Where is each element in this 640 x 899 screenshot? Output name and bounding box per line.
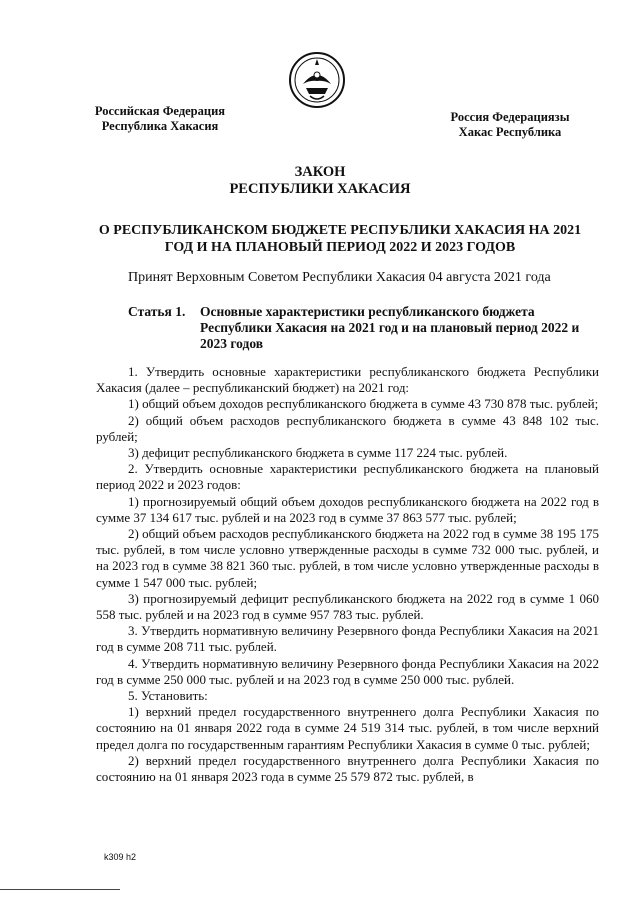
paragraph: 2) верхний предел государственного внутреннего долга Республики Хакасия по состоянию на 01 января 2023 года в сумме 25 579 872 тыс. рублей, в <box>96 752 599 785</box>
article-title: Основные характеристики республиканского бюджета Республики Хакасия на 2021 год и на плановый период 2022 и 2023 годов <box>200 304 580 351</box>
paragraph: 1) верхний предел государственного внутреннего долга Республики Хакасия по состоянию на 01 января 2022 года в сумме 24 519 314 тыс. рублей, в том числе верхний предел долга по государственным гарантиям Республики Хакасия в сумме 0 тыс. рублей; <box>96 704 599 752</box>
paragraph: 5. Установить: <box>128 688 208 704</box>
article-body <box>96 364 599 785</box>
paragraph: 2) общий объем расходов республиканского бюджета на 2022 год в сумме 38 195 175 тыс. рублей, в том числе условно утвержденные расходы в сумме 732 000 тыс. рублей, и на 2023 год в сумме 38 821 360 тыс. рублей, в том числе условно утвержденные расходы в сумме 1 547 000 тыс. рублей; <box>96 526 599 590</box>
header-left-line2: Республика Хакасия <box>101 119 219 133</box>
paragraph: 3) прогнозируемый дефицит республиканского бюджета на 2022 год в сумме 1 060 558 тыс. рублей и на 2023 год в сумме 957 783 тыс. рублей. <box>96 590 599 623</box>
paragraph: 4. Утвердить нормативную величину Резервного фонда Республики Хакасия на 2022 год в сумме 250 000 тыс. рублей и на 2023 год в сумме 250 000 тыс. рублей. <box>96 655 599 687</box>
paragraph: 2. Утвердить основные характеристики республиканского бюджета на плановый период 2022 и 2023 годов: <box>96 461 599 493</box>
paragraph: 2) общий объем расходов республиканского бюджета в сумме 43 848 102 тыс. рублей; <box>96 412 599 444</box>
document-code: k309 h2 <box>104 852 137 862</box>
header-left <box>82 104 238 134</box>
article-number: Статья 1. <box>128 304 186 319</box>
header-right-line1: Россия Федерациязы <box>450 110 570 124</box>
paragraph: 1) прогнозируемый общий объем доходов республиканского бюджета на 2022 год в сумме 37 134 617 тыс. рублей и на 2023 год в сумме 37 863 577 тыс. рублей; <box>96 493 599 525</box>
coat-of-arms-icon <box>288 50 346 110</box>
paragraph: 1. Утвердить основные характеристики республиканского бюджета Республики Хакасия (далее – республиканский бюджет) на 2021 год: <box>96 364 599 396</box>
paragraph: 3. Утвердить нормативную величину Резервного фонда Республики Хакасия на 2021 год в сумме 208 711 тыс. рублей. <box>96 623 599 655</box>
paragraph: 1) общий объем доходов республиканского бюджета в сумме 43 730 878 тыс. рублей; <box>128 396 599 412</box>
scan-edge-divider <box>0 889 120 890</box>
header-right-line2: Хакас Республика <box>458 125 562 139</box>
law-issuer: РЕСПУБЛИКИ ХАКАСИЯ <box>229 181 411 197</box>
law-subtitle: О РЕСПУБЛИКАНСКОМ БЮДЖЕТЕ РЕСПУБЛИКИ ХАКАСИЯ НА 2021 ГОД И НА ПЛАНОВЫЙ ПЕРИОД 2022 И 2023 ГОДОВ <box>98 223 582 255</box>
law-title: ЗАКОН <box>294 164 346 180</box>
paragraph: 3) дефицит республиканского бюджета в сумме 117 224 тыс. рублей. <box>128 445 508 461</box>
header-left-line1: Российская Федерация <box>94 104 226 118</box>
adoption-note: Принят Верховным Советом Республики Хакасия 04 августа 2021 года <box>128 270 551 285</box>
header-right <box>440 110 580 140</box>
